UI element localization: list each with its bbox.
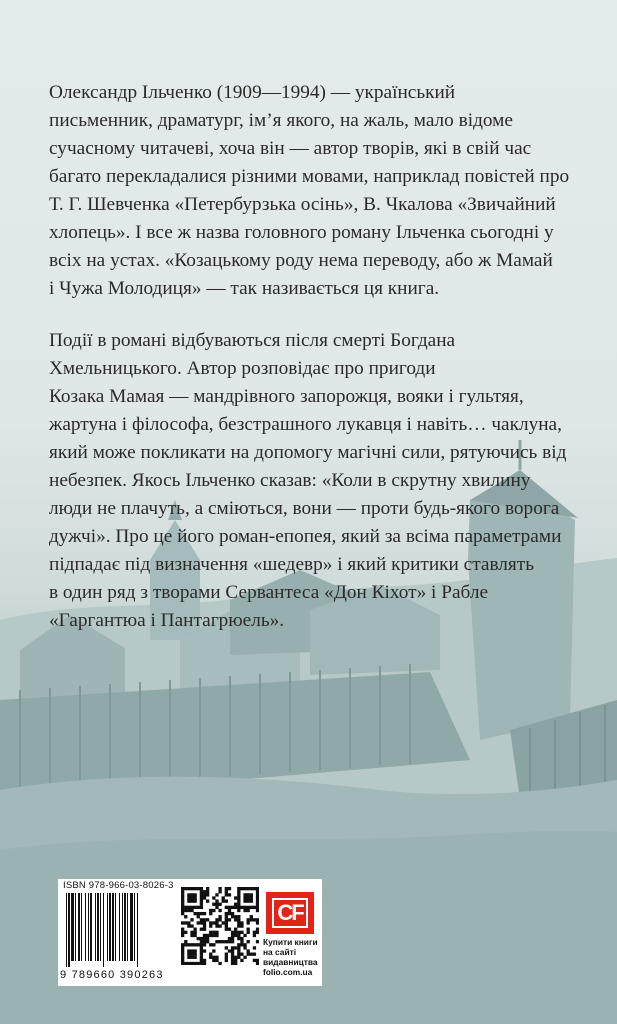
- text-line: жартуна і філософа, безстрашного лукавця і навіть… чаклуна,: [49, 414, 562, 435]
- text-line: підпадає під визначення «шедевр» і який критики ставлять: [49, 554, 535, 575]
- buy-online-text: [263, 937, 321, 977]
- text-line: Олександр Ільченко (1909—1994) — український: [49, 82, 456, 103]
- buy-text-line: видавництва: [263, 957, 318, 967]
- text-line: Події в романі відбуваються після смерті Богдана: [49, 330, 456, 351]
- text-line: Козака Мамая — мандрівного запорожця, вояки і гультяя,: [49, 386, 524, 407]
- author-paragraph: [49, 79, 579, 303]
- barcode-panel: [58, 879, 322, 986]
- text-line: «Гаргантюа і Пантагрюель».: [49, 610, 285, 631]
- barcode-icon: [64, 893, 174, 969]
- buy-text-line: Купити книги: [263, 937, 318, 947]
- text-line: який може покликати на допомогу магічні сили, рятуючись від: [49, 442, 567, 463]
- text-line: всіх на устах. «Козацькому роду нема переводу, або ж Мамай: [49, 250, 553, 271]
- text-line: небезпек. Якось Ільченко сказав: «Коли в скрутну хвилину: [49, 470, 531, 491]
- text-line: дужчі». Про це його роман-епопея, який за всіма параметрами: [49, 526, 562, 547]
- text-line: хлопець». І все ж назва головного роману Ільченка сьогодні у: [49, 222, 554, 243]
- qr-code-icon[interactable]: [181, 887, 259, 965]
- text-line: в один ряд з творами Сервантеса «Дон Кіхот» і Рабле: [49, 582, 489, 603]
- barcode-digits: 9 789660 390263: [60, 969, 164, 981]
- text-line: багато перекладалися різними мовами, наприклад повістей про: [49, 166, 570, 187]
- buy-text-line: на сайті: [263, 947, 297, 957]
- publisher-url[interactable]: folio.com.ua: [263, 967, 313, 977]
- text-line: люди не плачуть, а сміються, вони — проти будь-якого ворога: [49, 498, 560, 519]
- text-line: Хмельницького. Автор розповідає про пригоди: [49, 358, 436, 379]
- text-line: сучасному читачеві, хоча він — автор творів, які в свій час: [49, 138, 532, 159]
- text-line: Т. Г. Шевченка «Петербурзька осінь», В. Чкалова «Звичайний: [49, 194, 556, 215]
- text-line: і Чужа Молодиця» — так називається ця книга.: [49, 278, 440, 299]
- publisher-logo: [266, 892, 314, 934]
- text-line: письменник, драматург, ім’я якого, на жаль, мало відоме: [49, 110, 513, 131]
- plot-paragraph: [49, 327, 579, 635]
- logo-letters: CF: [272, 898, 308, 928]
- isbn-label: ISBN 978-966-03-8026-3: [63, 880, 174, 891]
